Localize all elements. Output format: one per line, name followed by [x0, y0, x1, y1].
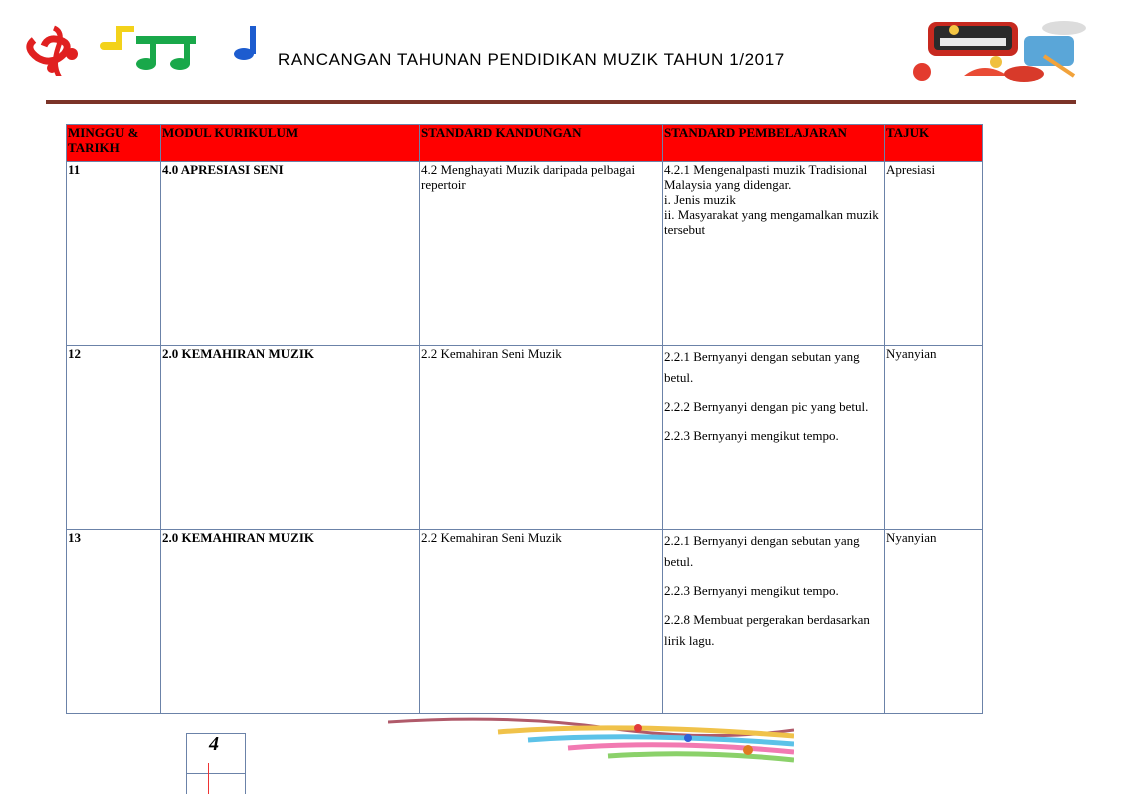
week-cell: 13: [67, 530, 161, 714]
learning-item: 2.2.1 Bernyanyi dengan sebutan yang betul.: [664, 349, 860, 385]
header-week: MINGGU & TARIKH: [67, 125, 161, 162]
table-row: [67, 530, 983, 714]
page-number-box: [186, 733, 246, 794]
topic-cell: Nyanyian: [885, 346, 983, 530]
music-notes-logo: [16, 20, 266, 76]
learning-standard-cell: [663, 530, 885, 714]
table-row: [67, 162, 983, 346]
topic-cell: Apresiasi: [885, 162, 983, 346]
learning-standard-cell: [663, 162, 885, 346]
eighth-note-icon: [100, 26, 134, 50]
learning-item: 2.2.3 Bernyanyi mengikut tempo.: [664, 428, 839, 443]
box-divider: [187, 773, 245, 774]
table-row: [67, 346, 983, 530]
content-standard-cell: 4.2 Menghayati Muzik daripada pelbagai repertoir: [420, 162, 663, 346]
module-cell: 2.0 KEMAHIRAN MUZIK: [161, 346, 420, 530]
module-cell: 4.0 APRESIASI SENI: [161, 162, 420, 346]
header-divider: [46, 100, 1076, 104]
learning-item: 2.2.1 Bernyanyi dengan sebutan yang betul.: [664, 533, 860, 569]
header-content-standard: STANDARD KANDUNGAN: [420, 125, 663, 162]
quarter-note-icon: [234, 26, 256, 60]
learning-item: 2.2.3 Bernyanyi mengikut tempo.: [664, 583, 839, 598]
treble-clef-icon: [30, 28, 78, 76]
box-red-line: [208, 763, 209, 794]
learning-item: 4.2.1 Mengenalpasti muzik Tradisional Malaysia yang didengar.: [664, 162, 868, 192]
week-cell: 12: [67, 346, 161, 530]
learning-item: ii. Masyarakat yang mengamalkan muzik tersebut: [664, 207, 879, 237]
week-cell: 11: [67, 162, 161, 346]
music-wave-decoration: [388, 716, 794, 766]
header-learning-standard: STANDARD PEMBELAJARAN: [663, 125, 885, 162]
content-standard-cell: 2.2 Kemahiran Seni Muzik: [420, 530, 663, 714]
beamed-notes-icon: [136, 36, 196, 70]
content-standard-cell: 2.2 Kemahiran Seni Muzik: [420, 346, 663, 530]
topic-cell: Nyanyian: [885, 530, 983, 714]
annual-plan-table: [66, 124, 983, 714]
header-module: MODUL KURIKULUM: [161, 125, 420, 162]
learning-item: i. Jenis muzik: [664, 192, 736, 207]
learning-item: 2.2.2 Bernyanyi dengan pic yang betul.: [664, 399, 869, 414]
learning-standard-cell: [663, 346, 885, 530]
page-number: 4: [209, 733, 219, 755]
header-topic: TAJUK: [885, 125, 983, 162]
learning-item: 2.2.8 Membuat pergerakan berdasarkan lirik lagu.: [664, 612, 870, 648]
table-header-row: [67, 125, 983, 162]
module-cell: 2.0 KEMAHIRAN MUZIK: [161, 530, 420, 714]
instruments-picture: [904, 16, 1100, 84]
document-title: RANCANGAN TAHUNAN PENDIDIKAN MUZIK TAHUN 1/2017: [278, 50, 785, 69]
